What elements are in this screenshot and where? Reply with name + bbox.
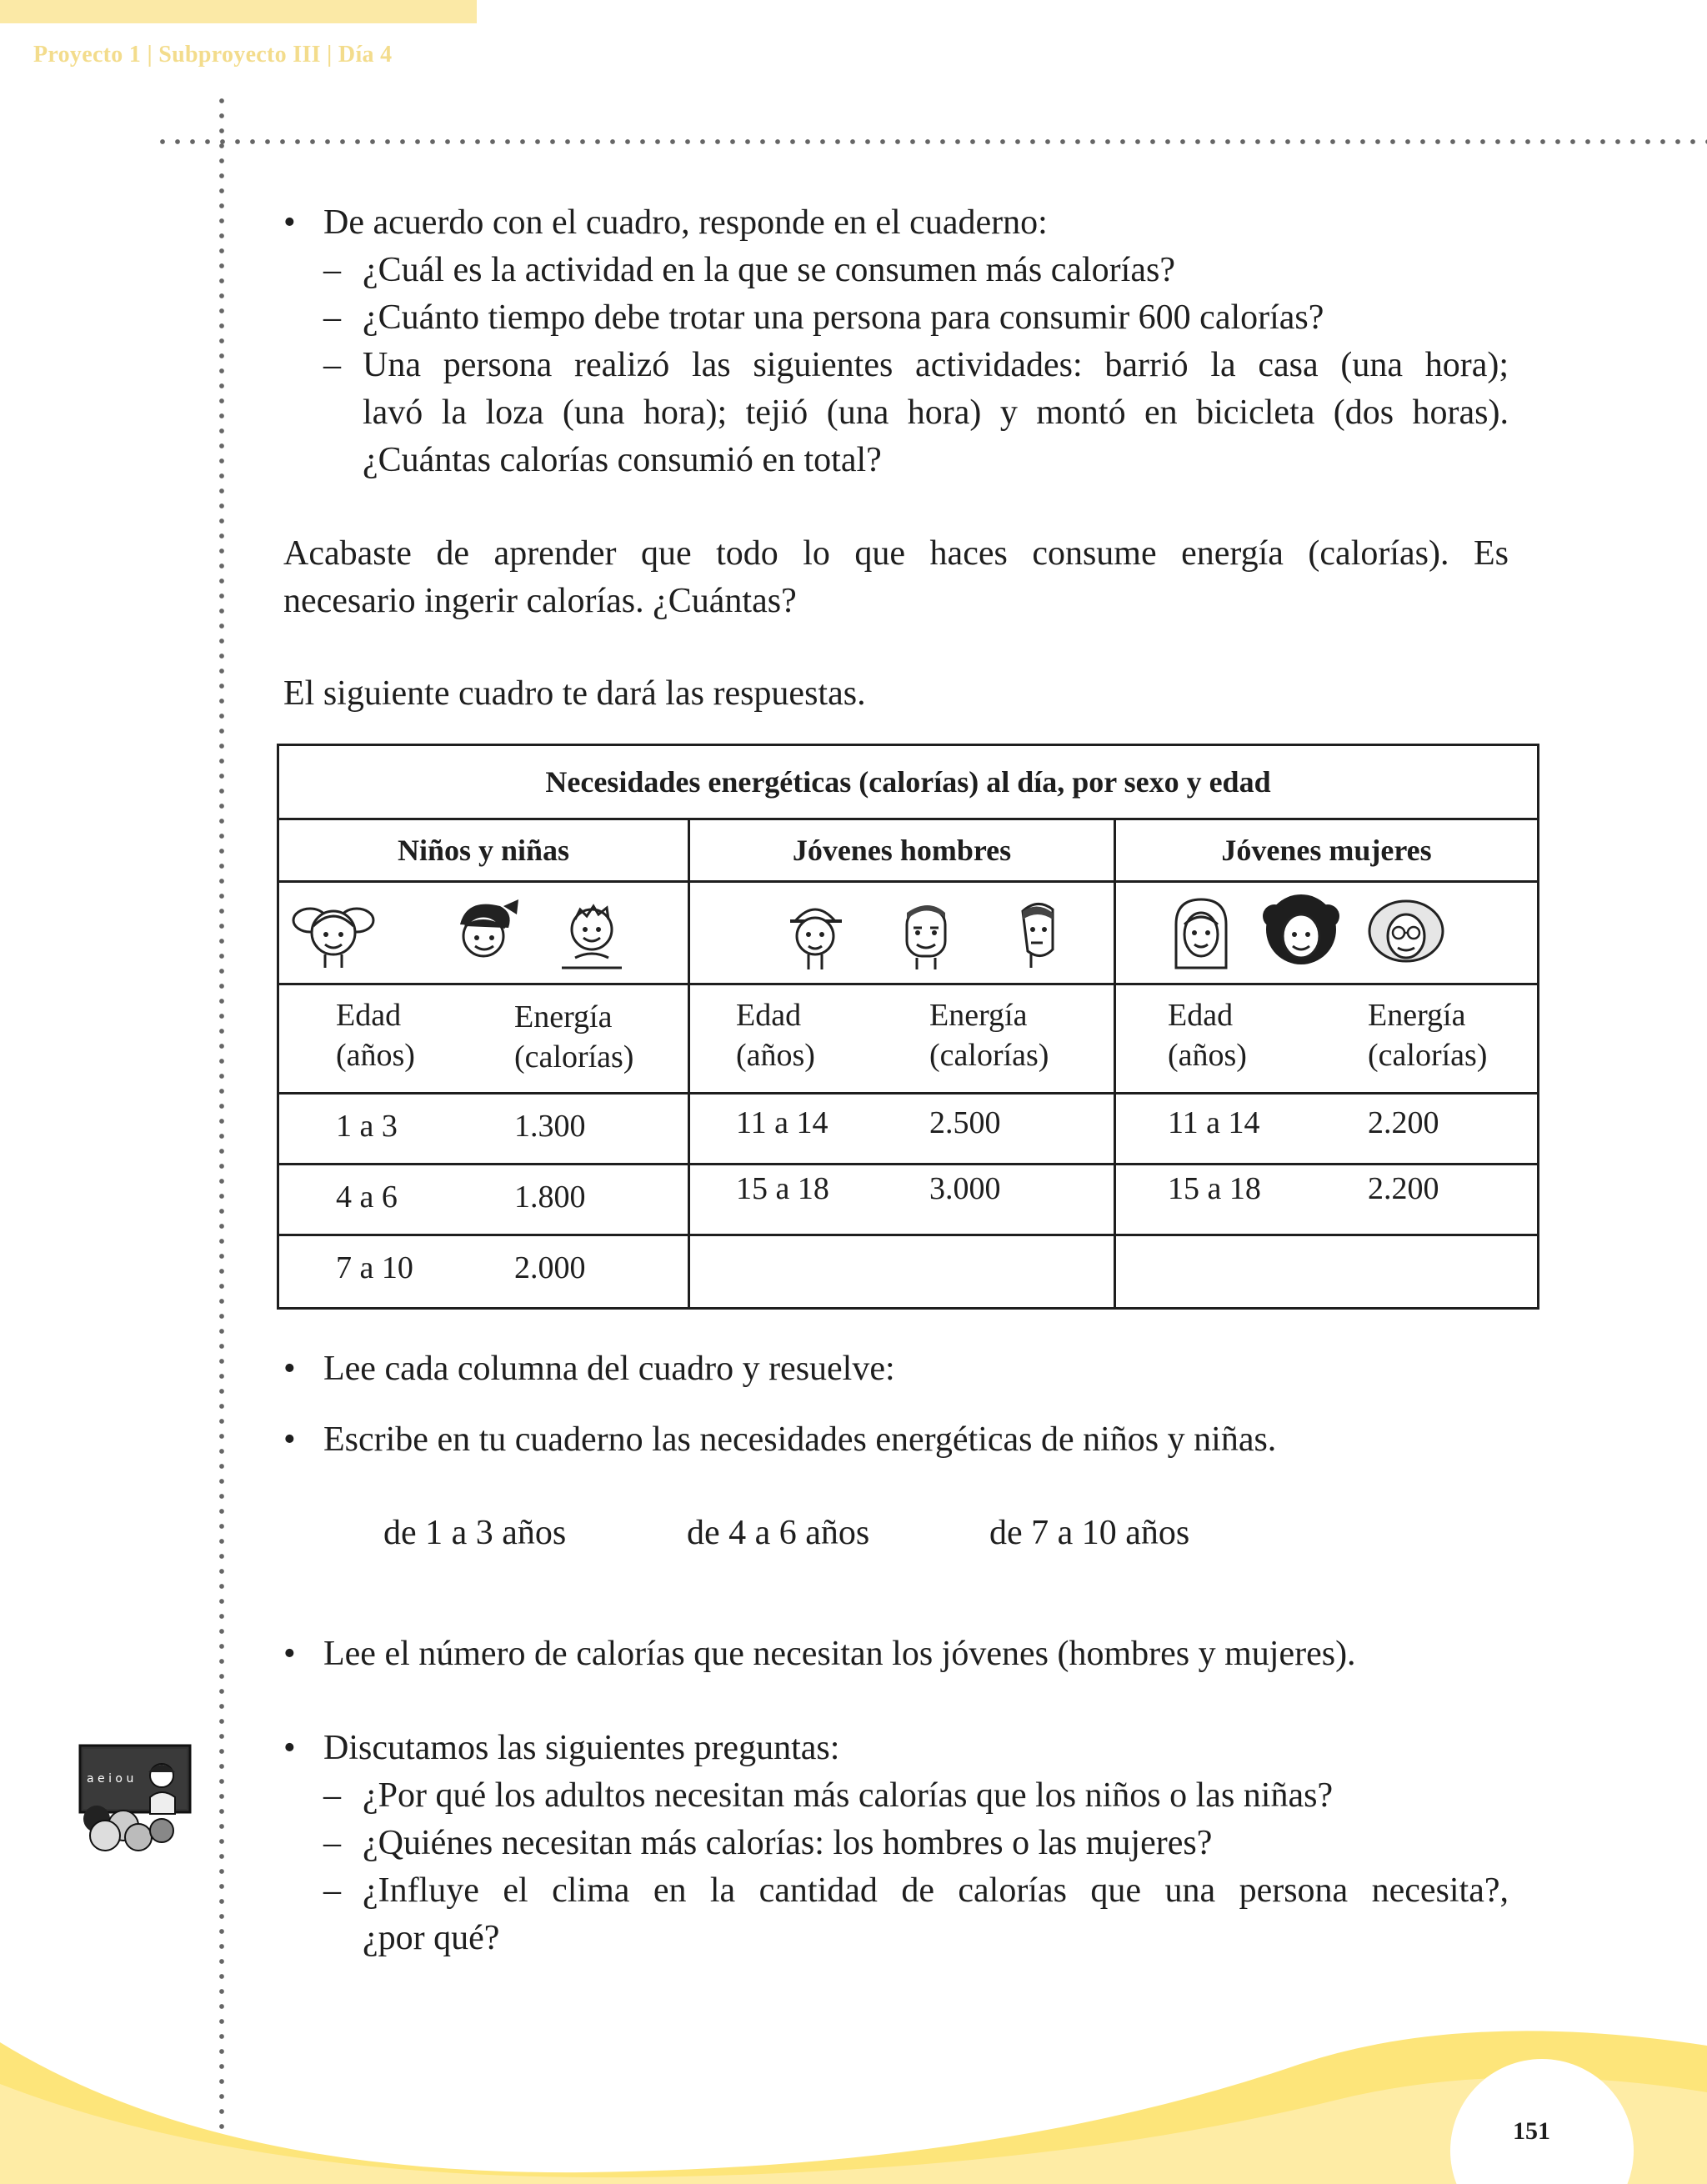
discussion-intro: Discutamos las siguientes preguntas: — [323, 1729, 840, 1767]
group-title-children: Niños y niñas — [278, 819, 689, 882]
energy-header: Energía — [514, 999, 613, 1034]
woman-curly-hair-face-icon — [1259, 891, 1343, 974]
paragraph-1-line-1: Acabaste de aprender que todo lo que haces consume energía (calorías). Es — [283, 534, 1509, 573]
woman-long-hair-face-icon — [1159, 891, 1243, 974]
age-value: 15 a 18 — [736, 1171, 829, 1206]
children-faces — [278, 882, 689, 984]
age-value: 4 a 6 — [336, 1180, 398, 1215]
table-caption: Necesidades energéticas (calorías) al día, por sexo y edad — [278, 745, 1539, 819]
group-title-young-women: Jóvenes mujeres — [1115, 819, 1539, 882]
dash-mark: – — [323, 251, 341, 289]
age-range-3: de 7 a 10 años — [989, 1514, 1190, 1552]
energy-header-unit: (calorías) — [514, 1039, 634, 1074]
bullet-mark: • — [283, 1635, 296, 1673]
bullet-mark: • — [283, 1420, 296, 1459]
young-men-column-headers — [689, 984, 1115, 1094]
age-header-unit: (años) — [336, 1038, 415, 1073]
bullet-write-needs: Escribe en tu cuaderno las necesidades energéticas de niños y niñas. — [323, 1420, 1277, 1459]
discussion-question-1: ¿Por qué los adultos necesitan más calorías que los niños o las niñas? — [363, 1776, 1334, 1815]
paragraph-1-line-2: necesario ingerir calorías. ¿Cuántas? — [283, 582, 797, 620]
energy-needs-table — [277, 744, 1539, 1310]
girl-pigtails-face-icon — [292, 891, 375, 974]
page-header-label: Proyecto 1 | Subproyecto III | Día 4 — [33, 42, 393, 68]
table-row — [689, 1165, 1115, 1235]
young-men-faces — [689, 882, 1115, 984]
age-value: 11 a 14 — [1168, 1105, 1260, 1140]
age-range-2: de 4 a 6 años — [687, 1514, 870, 1552]
energy-value: 1.800 — [514, 1180, 586, 1215]
young-women-column-headers — [1115, 984, 1539, 1094]
age-header: Edad — [336, 998, 402, 1033]
dash-mark: – — [323, 1776, 341, 1815]
top-accent-bar — [0, 0, 477, 23]
age-header: Edad — [1168, 998, 1234, 1033]
discussion-question-3-line-2: ¿por qué? — [363, 1919, 500, 1957]
bullet-youth-calories: Lee el número de calorías que necesitan los jóvenes (hombres y mujeres). — [323, 1635, 1356, 1673]
teacher-blackboard-icon — [72, 1739, 197, 1856]
dash-mark: – — [323, 298, 341, 337]
age-header: Edad — [736, 998, 802, 1033]
age-range-1: de 1 a 3 años — [383, 1514, 567, 1552]
energy-value: 1.300 — [514, 1109, 586, 1144]
paragraph-2: El siguiente cuadro te dará las respuestas. — [283, 674, 866, 713]
energy-value: 2.500 — [929, 1105, 1001, 1140]
young-man-profile-face-icon — [994, 891, 1078, 974]
energy-header-unit: (calorías) — [929, 1038, 1049, 1073]
table-row — [278, 1235, 689, 1309]
energy-header: Energía — [929, 998, 1028, 1033]
question-3-line-1: Una persona realizó las siguientes actividades: barrió la casa (una hora); — [363, 346, 1509, 384]
woman-glasses-face-icon — [1364, 891, 1448, 974]
bullet-mark: • — [283, 1350, 296, 1388]
questions-intro: De acuerdo con el cuadro, responde en el cuaderno: — [323, 203, 1048, 242]
girl-bow-face-icon — [442, 891, 525, 974]
table-row-empty — [1115, 1235, 1539, 1309]
energy-header: Energía — [1368, 998, 1466, 1033]
energy-value: 2.200 — [1368, 1105, 1439, 1140]
energy-value: 2.200 — [1368, 1171, 1439, 1206]
table-row — [1115, 1165, 1539, 1235]
blackboard-text: a e i o u — [87, 1772, 134, 1786]
question-3-line-2: lavó la loza (una hora); tejió (una hora) y montó en bicicleta (dos horas). — [363, 393, 1509, 432]
dotted-rule-vertical — [218, 93, 225, 2184]
question-3-line-3: ¿Cuántas calorías consumió en total? — [363, 441, 882, 479]
energy-value: 2.000 — [514, 1250, 586, 1285]
bullet-read-columns: Lee cada columna del cuadro y resuelve: — [323, 1350, 895, 1388]
question-2: ¿Cuánto tiempo debe trotar una persona para consumir 600 calorías? — [363, 298, 1324, 337]
table-row — [689, 1094, 1115, 1165]
table-row — [278, 1094, 689, 1165]
dash-mark: – — [323, 1871, 341, 1910]
bullet-mark: • — [283, 1729, 296, 1767]
question-1: ¿Cuál es la actividad en la que se consumen más calorías? — [363, 251, 1175, 289]
age-header-unit: (años) — [736, 1038, 815, 1073]
table-row — [1115, 1094, 1539, 1165]
table-row-empty — [689, 1235, 1115, 1309]
age-value: 7 a 10 — [336, 1250, 413, 1285]
boy-face-icon — [550, 891, 633, 974]
energy-value: 3.000 — [929, 1171, 1001, 1206]
discussion-question-3-line-1: ¿Influye el clima en la cantidad de calorías que una persona necesita?, — [363, 1871, 1509, 1910]
table-row — [278, 1165, 689, 1235]
age-header-unit: (años) — [1168, 1038, 1247, 1073]
age-value: 15 a 18 — [1168, 1171, 1261, 1206]
young-women-faces — [1115, 882, 1539, 984]
discussion-question-2: ¿Quiénes necesitan más calorías: los hombres o las mujeres? — [363, 1824, 1213, 1862]
group-title-young-men: Jóvenes hombres — [689, 819, 1115, 882]
dotted-rule-horizontal — [155, 138, 1707, 145]
dash-mark: – — [323, 1824, 341, 1862]
age-value: 11 a 14 — [736, 1105, 828, 1140]
children-column-headers — [278, 984, 689, 1094]
dash-mark: – — [323, 346, 341, 384]
page-number: 151 — [1513, 2117, 1550, 2145]
age-value: 1 a 3 — [336, 1109, 398, 1144]
energy-header-unit: (calorías) — [1368, 1038, 1488, 1073]
boy-cap-face-icon — [773, 891, 857, 974]
young-man-face-icon — [884, 891, 967, 974]
bottom-wave-decoration — [0, 1984, 1707, 2184]
bullet-mark: • — [283, 203, 296, 242]
